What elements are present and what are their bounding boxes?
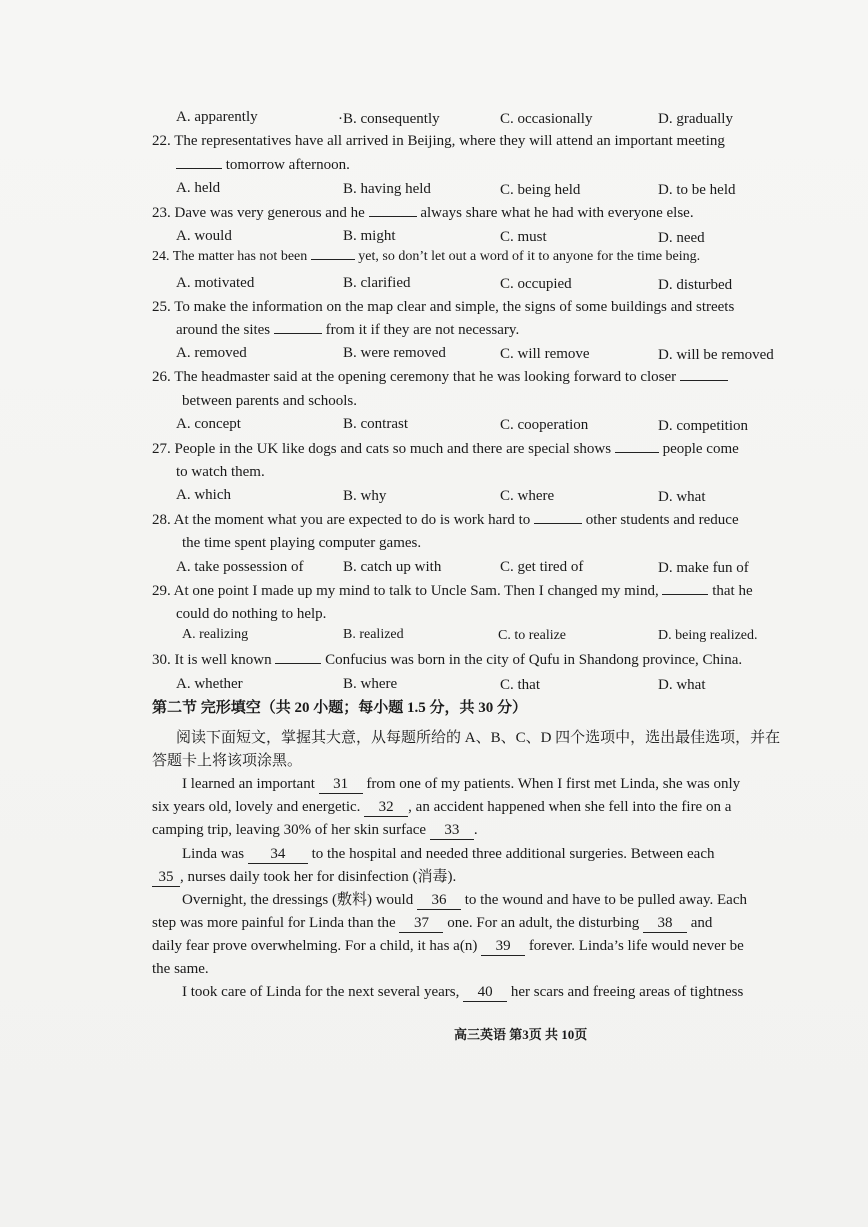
cloze-blank-31: 31	[319, 775, 363, 794]
section-heading: 第二节 完形填空（共 20 小题；每小题 1.5 分，共 30 分）	[152, 700, 528, 716]
option-d: D. make fun of	[658, 560, 749, 576]
question-26-text: 26. The headmaster said at the opening ceremony that he was looking forward to closer	[152, 369, 677, 385]
question-25-stem-cont	[176, 321, 519, 339]
question-29-stem-cont: could do nothing to help.	[176, 606, 327, 622]
question-24-stem	[152, 248, 700, 266]
question-26-stem	[152, 368, 728, 386]
question-23-stem	[152, 204, 694, 222]
question-27-text-before: 27. People in the UK like dogs and cats so much and there are special shows	[152, 441, 612, 457]
option-d: D. what	[658, 489, 706, 505]
passage-text: one. For an adult, the disturbing	[447, 915, 640, 931]
cloze-blank-36: 36	[417, 891, 461, 910]
cloze-blank-38: 38	[643, 914, 687, 933]
cloze-blank-34: 34	[248, 845, 308, 864]
passage-line	[182, 983, 743, 1002]
option-c: C. must	[500, 229, 547, 245]
passage-text: to the wound and have to be pulled away. Each	[464, 892, 747, 908]
option-c: C. that	[500, 677, 540, 693]
option-d: D. gradually	[658, 111, 733, 127]
passage-text: camping trip, leaving 30% of her skin surface	[152, 822, 427, 838]
passage-line	[182, 775, 740, 794]
option-c: C. to realize	[498, 628, 567, 643]
passage-text: step was more painful for Linda than the	[152, 915, 396, 931]
answer-blank	[662, 594, 708, 595]
question-28-text-after: other students and reduce	[585, 512, 739, 528]
section-instructions-cont: 答题卡上将该项涂黑。	[152, 753, 303, 769]
question-27-text-after: people come	[662, 441, 739, 457]
passage-text: forever. Linda’s life would never be	[528, 938, 744, 954]
passage-text: and	[690, 915, 713, 931]
question-30-text-before: 30. It is well known	[152, 652, 272, 668]
answer-blank	[369, 216, 417, 217]
option-a: A. would	[176, 228, 232, 244]
passage-line	[182, 891, 747, 910]
option-b: B. might	[343, 228, 396, 244]
passage-text: I learned an important	[182, 776, 315, 792]
option-c: C. occasionally	[500, 111, 593, 127]
question-23-text-after: always share what he had with everyone else.	[420, 205, 694, 221]
passage-line: the same.	[152, 961, 209, 977]
question-30-text-after: Confucius was born in the city of Qufu in Shandong province, China.	[325, 652, 743, 668]
answer-blank	[274, 333, 322, 334]
option-d: D. competition	[658, 418, 748, 434]
option-a: A. whether	[176, 676, 243, 692]
passage-text: .	[473, 822, 478, 838]
answer-blank	[311, 259, 355, 260]
cloze-blank-33: 33	[430, 821, 474, 840]
option-b: B. were removed	[343, 345, 446, 361]
passage-line	[152, 868, 456, 887]
question-25-text-before: around the sites	[176, 322, 271, 338]
option-b: B. contrast	[343, 416, 408, 432]
cloze-blank-40: 40	[463, 983, 507, 1002]
passage-line	[152, 798, 731, 817]
option-b: B. clarified	[343, 275, 411, 291]
question-24-text-after: yet, so don’t let out a word of it to anyone for the time being.	[358, 249, 701, 264]
option-b: B. where	[343, 676, 398, 692]
answer-blank	[680, 380, 728, 381]
question-28-text-before: 28. At the moment what you are expected to do is work hard to	[152, 512, 531, 528]
question-28-stem-cont: the time spent playing computer games.	[182, 535, 422, 551]
question-22-stem-cont	[176, 156, 350, 174]
option-b: B. having held	[343, 181, 431, 197]
option-d: D. will be removed	[658, 347, 774, 363]
question-30-stem	[152, 651, 742, 669]
passage-line	[182, 845, 715, 864]
passage-text: her scars and freeing areas of tightness	[510, 984, 744, 1000]
question-29-text-before: 29. At one point I made up my mind to talk to Uncle Sam. Then I changed my mind,	[152, 583, 659, 599]
option-d: D. to be held	[658, 182, 736, 198]
option-a: A. which	[176, 487, 231, 503]
passage-text: , nurses daily took her for disinfection (消毒).	[180, 869, 457, 885]
question-27-stem	[152, 440, 739, 458]
question-28-stem	[152, 511, 739, 529]
option-a: A. realizing	[182, 627, 249, 642]
cloze-blank-35: 35	[152, 868, 180, 887]
cloze-blank-37: 37	[399, 914, 443, 933]
option-c: C. cooperation	[500, 417, 589, 433]
option-c: C. where	[500, 488, 555, 504]
question-25-text-after: from it if they are not necessary.	[325, 322, 520, 338]
option-c: C. get tired of	[500, 559, 584, 575]
option-c: C. occupied	[500, 276, 572, 292]
option-c: C. will remove	[500, 346, 590, 362]
question-25-stem: 25. To make the information on the map clear and simple, the signs of some buildings and streets	[152, 299, 735, 315]
cloze-blank-39: 39	[481, 937, 525, 956]
option-a: A. concept	[176, 416, 241, 432]
passage-text: six years old, lovely and energetic.	[152, 799, 361, 815]
option-a: A. held	[176, 180, 221, 196]
option-c: C. being held	[500, 182, 581, 198]
passage-line	[152, 937, 744, 956]
passage-text: , an accident happened when she fell into the fire on a	[408, 799, 732, 815]
option-d: D. being realized.	[658, 628, 758, 643]
question-26-stem-cont: between parents and schools.	[182, 393, 357, 409]
question-29-stem	[152, 582, 753, 600]
question-24-text-before: 24. The matter has not been	[152, 249, 308, 264]
option-a: A. take possession of	[176, 559, 304, 575]
question-22-stem-text: tomorrow afternoon.	[225, 157, 350, 173]
question-23-text-before: 23. Dave was very generous and he	[152, 205, 365, 221]
option-b: B. why	[343, 488, 387, 504]
answer-blank	[275, 663, 321, 664]
passage-line	[152, 821, 478, 840]
passage-text: Overnight, the dressings (敷料) would	[182, 892, 414, 908]
answer-blank	[615, 452, 659, 453]
answer-blank	[534, 523, 582, 524]
option-b: ·B. consequently	[338, 111, 440, 127]
option-a: A. apparently	[176, 109, 258, 125]
option-a: A. removed	[176, 345, 247, 361]
question-27-stem-cont: to watch them.	[176, 464, 265, 480]
option-d: D. need	[658, 230, 705, 246]
answer-blank	[176, 168, 222, 169]
option-d: D. what	[658, 677, 706, 693]
passage-text: I took care of Linda for the next several years,	[182, 984, 460, 1000]
passage-text: daily fear prove overwhelming. For a child, it has a(n)	[152, 938, 478, 954]
option-b: B. realized	[343, 627, 404, 642]
option-a: A. motivated	[176, 275, 255, 291]
question-29-text-after: that he	[712, 583, 753, 599]
passage-text: Linda was	[182, 846, 245, 862]
passage-line	[152, 914, 712, 933]
option-b: B. catch up with	[343, 559, 442, 575]
section-instructions: 阅读下面短文，掌握其大意，从每题所给的 A、B、C、D 四个选项中，选出最佳选项，并在	[176, 730, 781, 746]
passage-text: from one of my patients. When I first met Linda, she was only	[366, 776, 741, 792]
cloze-blank-32: 32	[364, 798, 408, 817]
passage-text: to the hospital and needed three additional surgeries. Between each	[311, 846, 715, 862]
question-22-stem: 22. The representatives have all arrived in Beijing, where they will attend an important meeting	[152, 133, 725, 149]
option-d: D. disturbed	[658, 277, 733, 293]
page-footer: 高三英语 第3页 共 10页	[454, 1027, 588, 1042]
